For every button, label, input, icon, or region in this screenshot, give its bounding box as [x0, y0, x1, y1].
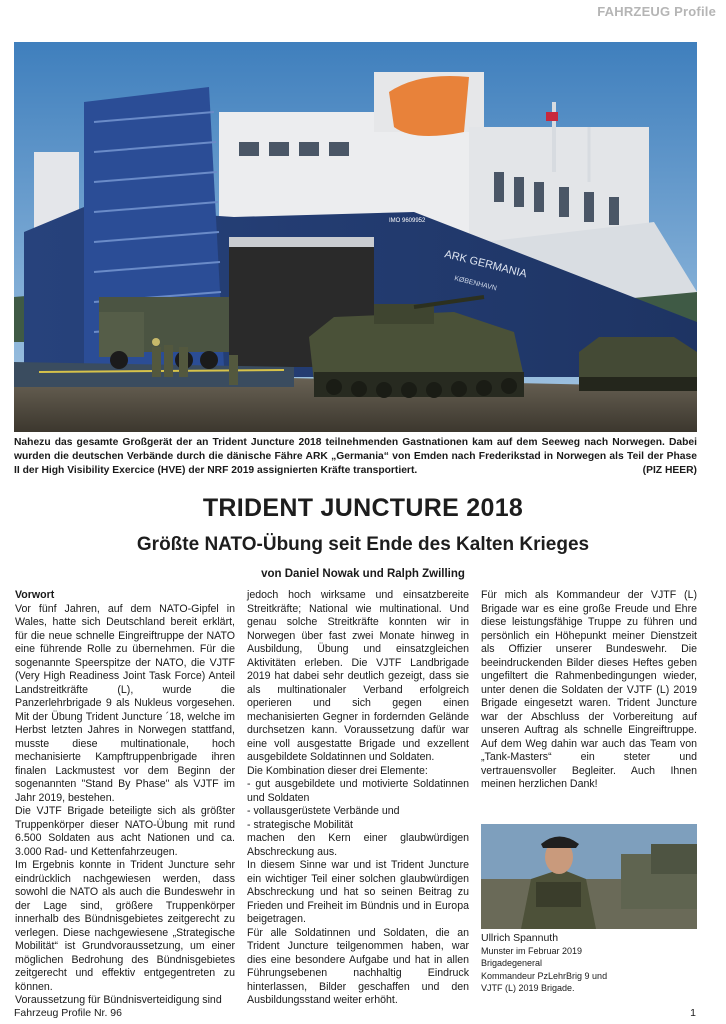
ship-name-text: ARK GERMANIA: [443, 248, 529, 281]
page-number: 1: [690, 1007, 696, 1019]
ship-ferry-photo: [14, 42, 697, 432]
list-item: - strategische Mobilität: [247, 818, 353, 831]
section-heading: Vorwort: [15, 589, 55, 601]
list-item: - vollausgerüstete Verbände und: [247, 805, 400, 817]
signature-name: Ullrich Spannuth: [481, 932, 559, 944]
paragraph: In diesem Sinne war und ist Trident Juncture ein wichtiger Teil einer solchen glaubwürdigen Abschreckung und hat so seinen Beitrag zu Frieden und Freiheit im Bündnis und in Europa beigetragen.: [247, 859, 469, 925]
commander-portrait-photo: [481, 824, 697, 929]
photo-credit: (PIZ HEER): [642, 465, 697, 476]
column-2: [247, 589, 469, 1008]
signature-rank: Brigadegeneral: [481, 958, 543, 968]
article-subtitle: Größte NATO-Übung seit Ende des Kalten Krieges: [136, 534, 590, 555]
paragraph: Die VJTF Brigade beteiligte sich als größter Truppenkörper dieser NATO-Übung mit rund 6.500 Soldaten aus acht Nationen und ca. 3.000 Rad- und Kettenfahrzeugen.: [15, 805, 235, 858]
caption-text: Nahezu das gesamte Großgerät der an Trident Juncture 2018 teilnehmenden Gastnationen kam auf dem Seeweg nach Norwegen. Dabei wurden die deutschen Verbände durch die dänische Fähre ARK „Germania“ von Emden nach Frederikstad in Norwegen als Teil der Phase II der High Visibility Exercice (HVE) der NRF 2019 assignierten Kräfte transportiert.: [14, 437, 697, 476]
hull-imo-number: IMO 9609952: [389, 218, 426, 224]
signature-place-date: Munster im Februar 2019: [481, 945, 583, 956]
paragraph: jedoch hoch wirksame und einsatzbereite Streitkräfte; National wie multinational. Und genau solche Streitkräfte konnten wir in Norwegen über fast zwei Monate hinweg in Ausbildung, Übung und einsatzgleichen Aktivitäten erleben. Die VJTF Landbrigade 2019 hat dabei sehr deutlich gezeigt, dass sie als multinationaler Verband erfolgreich operieren und sich gegen einen mechanisierten Gegner in fordernden Gelände durchsetzen kann. Voraussetzung dafür war eine voll ausgestatte Brigade und exzellent ausgebildete Soldatinnen und Soldaten.: [247, 589, 469, 763]
photo-caption: [14, 436, 697, 478]
paragraph: Die Kombination dieser drei Elemente:: [247, 764, 428, 777]
signature-role: Kommandeur PzLehrBrig 9 und: [481, 970, 608, 981]
paragraph: Für alle Soldatinnen und Soldaten, die an Trident Juncture teilgenommen haben, war dies eine besondere Aufgabe und hat in allen Führungsebenen nachhaltig Eindruck hinterlassen, Bilder geschaffen und den Ausbildungsstand weiter erhöht.: [247, 926, 469, 1006]
article-byline: von Daniel Nowak und Ralph Zwilling: [261, 568, 465, 580]
ship-port-text: KØBENHAVN: [453, 275, 498, 293]
signature-block: [481, 932, 697, 995]
paragraph: Für mich als Kommandeur der VJTF (L) Brigade war es eine große Freude und Ehre diese leistungsfähige Truppe zu führen und persönlich ein Höhepunkt meiner Dienstzeit als Offizier unserer Bundeswehr. Die beeindruckenden Bilder dieses Heftes geben ungefiltert die Rahmenbedingungen wieder, unter denen die Soldaten der VJTF (L) 2019 Brigade eingesetzt waren. Trident Juncture war der Abschluss der Vorbereitung auf unseren Auftrag als schnelle Eingreiftruppe. Auf dem Weg dahin war auch das Team von „Tank-Masters“ ein steter und vertrauensvoller Begleiter. Auch Ihnen meinen herzlichen Dank!: [481, 589, 697, 790]
list-item: - gut ausgebildete und motivierte Soldatinnen und Soldaten: [247, 778, 469, 804]
paragraph: machen den Kern einer glaubwürdigen Abschreckung aus.: [247, 832, 469, 858]
signature-role: VJTF (L) 2019 Brigade.: [481, 983, 575, 993]
magazine-brand: FAHRZEUG Profile: [597, 4, 716, 19]
footer-magazine: Fahrzeug Profile Nr. 96: [14, 1007, 122, 1019]
paragraph: Vor fünf Jahren, auf dem NATO-Gipfel in Wales, hatte sich Deutschland bereit erklärt, für die neue schnelle Eingreiftruppe der NATO eine führende Rolle zu übernehmen. Für die sogenannte Speerspitze der NATO, die VJTF (Very High Readiness Joint Task Force) Anteil Landstreitkräfte (L), wurde die Panzerlehrbrigade 9 als Nukleus vorgesehen. Mit der Übung Trident Juncture ´18, welche im Herbst letzten Jahres in Norwegen stattfand, musste diese multinationale, hoch mechanisierte Kampftruppenbrigade ihren finalen Lackmustest vor dem Beginn der sogenannten "Stand By Phase" als VJTF im Jahr 2019, bestehen.: [15, 602, 235, 804]
column-1: [15, 589, 235, 1008]
paragraph: Voraussetzung für Bündnisverteidigung sind: [15, 994, 222, 1006]
paragraph: Im Ergebnis konnte in Trident Juncture sehr eindrücklich nachgewiesen werden, dass sowohl die NATO als auch die Bundeswehr in der Lage sind, größere Truppenkörper innerhalb des Bündnisgebietes zeitgerecht zu verlegen. Diese nachgewiesene „Strategische Mobilität“ ist Grundvoraussetzung, um einer möglichen Bedrohung des Bündnisgebietes zeitgerecht und effektiv entgegentreten zu können.: [15, 859, 235, 993]
article-title: TRIDENT JUNCTURE 2018: [202, 494, 524, 522]
column-3: [481, 589, 697, 792]
